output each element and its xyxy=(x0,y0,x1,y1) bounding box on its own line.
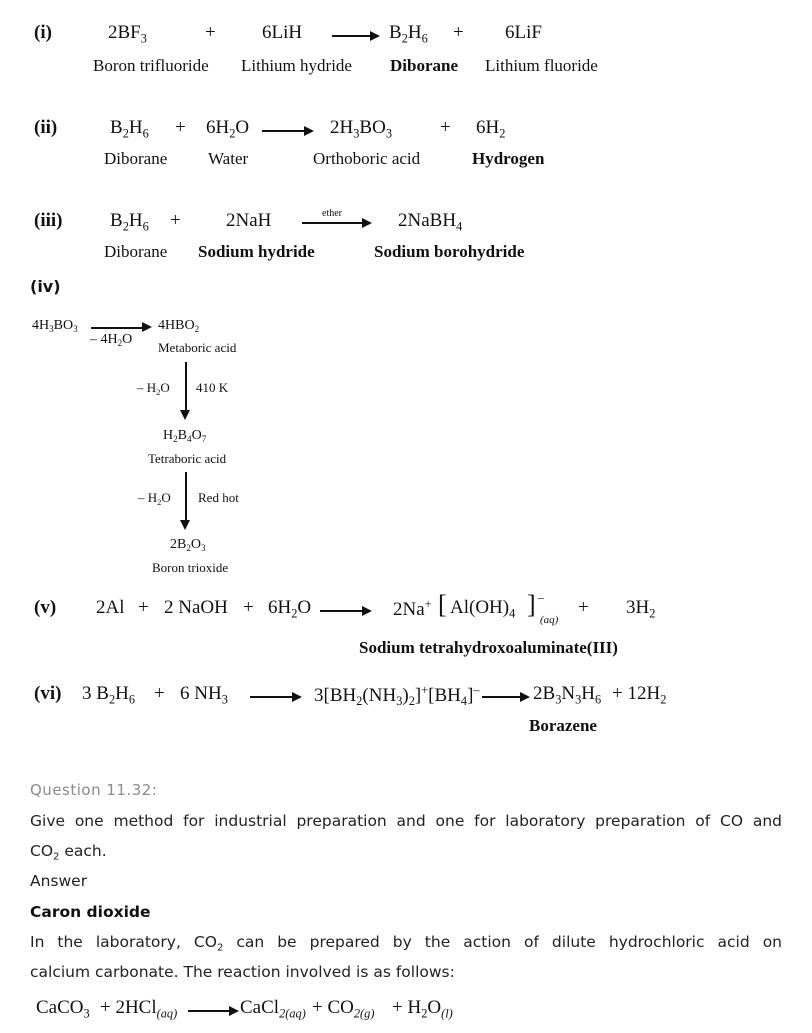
reaction-number: (v) xyxy=(34,597,57,618)
compound-name: Diborane xyxy=(104,242,168,261)
question-text-line: Give one method for industrial preparation and one for laboratory preparation of CO and xyxy=(30,812,782,830)
state-label: (aq) xyxy=(540,614,559,626)
reaction-condition: – $H_2O$ xyxy=(137,380,170,397)
answer-paragraph-line: calcium carbonate. The reaction involved is as follows: xyxy=(30,963,455,981)
compound-name: Sodium borohydride xyxy=(374,242,525,261)
bracket-open: [ xyxy=(438,590,447,619)
compound-name: Lithium hydride xyxy=(241,56,352,75)
plus-sign: + xyxy=(205,22,216,43)
reaction-condition: – $H_2O$ xyxy=(138,490,171,507)
reaction-arrow xyxy=(185,362,187,412)
compound-name: Boron trifluoride xyxy=(93,56,209,75)
chem-formula: + $H_2O_{(l)}$ xyxy=(392,997,453,1021)
reaction-arrow xyxy=(332,35,372,37)
reaction-number: (vi) xyxy=(34,683,62,704)
plus-sign: + xyxy=(453,22,464,43)
reaction-arrow xyxy=(302,222,364,224)
reaction-condition: Red hot xyxy=(198,490,239,505)
compound-name: Diborane xyxy=(390,56,458,75)
plus-sign: + xyxy=(243,597,254,618)
compound-name: Water xyxy=(208,149,249,168)
chem-formula: 3 $B_2H_6$ xyxy=(82,683,136,707)
chem-formula: $2BF_3$ xyxy=(108,22,147,46)
compound-name: Lithium fluoride xyxy=(485,56,598,75)
reaction-arrow xyxy=(250,696,294,698)
reaction-condition: ether xyxy=(322,208,342,219)
question-text-line: $CO_2$ each. xyxy=(30,842,107,863)
chem-formula: $6H_2O$ xyxy=(206,117,250,141)
chem-formula: CaCO$_3$ xyxy=(36,997,90,1021)
charge-label: – xyxy=(538,590,544,604)
chem-formula: $B_2H_6$ xyxy=(389,22,428,46)
bracket-close: ] xyxy=(527,590,536,619)
chem-formula: + $CO_{2(g)}$ xyxy=(312,997,375,1021)
compound-name: Sodium hydride xyxy=(198,242,315,261)
chem-formula: CaCl$_{2(aq)}$ xyxy=(240,997,306,1021)
chem-formula: $3H_2$ xyxy=(626,597,656,621)
arrow-head-icon xyxy=(180,410,190,420)
plus-sign: + xyxy=(440,117,451,138)
reaction-number: (iv) xyxy=(30,277,61,296)
chem-formula: $B_2H_6$ xyxy=(110,210,149,234)
reaction-arrow xyxy=(320,610,364,612)
answer-label: Answer xyxy=(30,872,88,890)
reaction-arrow xyxy=(91,327,143,329)
reaction-number: (i) xyxy=(34,22,52,43)
compound-name: Boron trioxide xyxy=(152,560,229,575)
chem-formula: 2NaH xyxy=(226,210,272,231)
chem-formula: $6H_2$ xyxy=(476,117,506,141)
chem-formula: 2Na+ xyxy=(393,597,432,620)
chem-formula: $4H_3BO_3$ xyxy=(32,318,78,335)
compound-name: Sodium tetrahydroxoaluminate(III) xyxy=(359,638,618,657)
chem-formula: $H_2B_4O_7$ xyxy=(163,428,207,445)
chem-formula: 6 $NH_3$ xyxy=(180,683,228,707)
question-title: Question 11.32: xyxy=(30,781,158,799)
chem-formula: $2B_3N_3H_6$ xyxy=(533,683,602,707)
compound-name: Tetraboric acid xyxy=(148,451,227,466)
chem-formula: $6H_2O$ xyxy=(268,597,312,621)
reaction-number: (iii) xyxy=(34,210,63,231)
compound-name: Metaboric acid xyxy=(158,340,237,355)
arrow-head-icon xyxy=(362,606,372,616)
chem-formula: $B_2H_6$ xyxy=(110,117,149,141)
reaction-condition: – $4H_2O$ xyxy=(90,332,133,349)
arrow-head-icon xyxy=(292,692,302,702)
section-heading: Caron dioxide xyxy=(30,903,151,921)
compound-name: Diborane xyxy=(104,149,168,168)
chem-formula: $3[BH_2(NH_3)_2]^+[BH_4]^-$ xyxy=(314,683,480,709)
plus-sign: + xyxy=(138,597,149,618)
plus-sign: + xyxy=(154,683,165,704)
compound-name: Hydrogen xyxy=(472,149,545,168)
chem-formula: $2H_3BO_3$ xyxy=(330,117,392,141)
chem-formula: 2 NaOH xyxy=(164,597,228,618)
reaction-arrow xyxy=(188,1010,232,1012)
arrow-head-icon xyxy=(370,31,380,41)
chem-formula: 6LiH xyxy=(262,22,303,43)
chem-formula: $Al(OH)_4$ xyxy=(450,597,516,621)
reaction-arrow xyxy=(185,472,187,522)
plus-sign: + xyxy=(578,597,589,618)
answer-paragraph-line: In the laboratory, $CO_2$ can be prepared by the action of dilute hydrochloric acid on xyxy=(30,933,783,954)
chem-formula: + $12H_2$ xyxy=(612,683,667,707)
reaction-condition: 410 K xyxy=(196,380,229,395)
arrow-head-icon xyxy=(142,322,152,332)
reaction-arrow xyxy=(482,696,522,698)
reaction-arrow xyxy=(262,130,306,132)
arrow-head-icon xyxy=(180,520,190,530)
chem-formula: 2NaBH$_4$ xyxy=(398,210,463,234)
chem-formula: 2Al xyxy=(96,597,125,618)
arrow-head-icon xyxy=(229,1006,239,1016)
chem-formula: 6LiF xyxy=(505,22,542,43)
arrow-head-icon xyxy=(304,126,314,136)
plus-sign: + xyxy=(175,117,186,138)
chem-formula: + 2HCl$_{(aq)}$ xyxy=(100,997,178,1021)
chem-formula: $2B_2O_3$ xyxy=(170,537,206,554)
arrow-head-icon xyxy=(362,218,372,228)
arrow-head-icon xyxy=(520,692,530,702)
compound-name: Borazene xyxy=(529,716,597,735)
chem-formula: $4HBO_2$ xyxy=(158,318,200,335)
reaction-number: (ii) xyxy=(34,117,58,138)
plus-sign: + xyxy=(170,210,181,231)
compound-name: Orthoboric acid xyxy=(313,149,421,168)
